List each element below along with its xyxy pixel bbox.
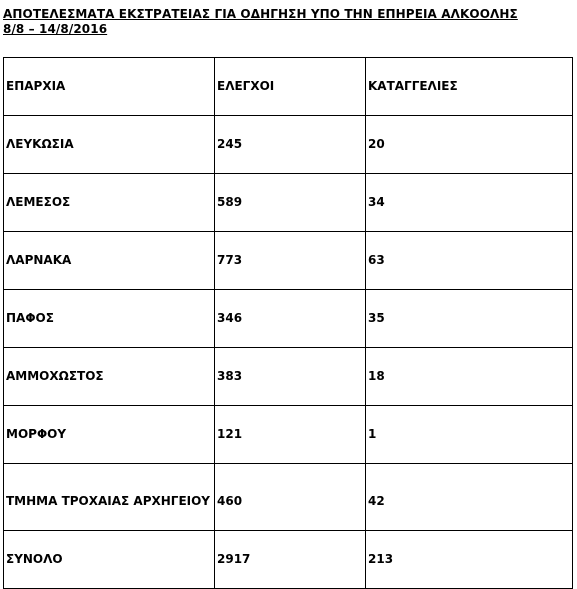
reports-cell: 1 [366,406,573,464]
reports-cell: 35 [366,290,573,348]
document-title [3,7,518,37]
header-reports: ΚΑΤΑΓΓΕΛΙΕΣ [366,58,573,116]
checks-cell: 245 [215,116,366,174]
checks-cell: 121 [215,406,366,464]
table-header-row [4,58,573,116]
reports-cell: 34 [366,174,573,232]
district-cell: ΠΑΦΟΣ [4,290,215,348]
title-line-1: ΑΠΟΤΕΛΕΣΜΑΤΑ ΕΚΣΤΡΑΤΕΙΑΣ ΓΙΑ ΟΔΗΓΗΣΗ ΥΠΟ ΤΗΝ ΕΠΗΡΕΙΑ ΑΛΚΟΟΛΗΣ [3,7,518,21]
total-label-cell: ΣΥΝΟΛΟ [4,531,215,589]
district-cell: ΤΜΗΜΑ ΤΡΟΧΑΙΑΣ ΑΡΧΗΓΕΙΟΥ [4,464,215,531]
results-table [3,57,573,589]
table-row [4,174,573,232]
checks-cell: 346 [215,290,366,348]
checks-cell: 383 [215,348,366,406]
reports-cell: 18 [366,348,573,406]
checks-cell: 589 [215,174,366,232]
total-reports-cell: 213 [366,531,573,589]
header-checks: ΕΛΕΓΧΟΙ [215,58,366,116]
district-cell: ΛΑΡΝΑΚΑ [4,232,215,290]
reports-cell: 20 [366,116,573,174]
reports-cell: 42 [366,464,573,531]
table-row [4,232,573,290]
table-total-row [4,531,573,589]
district-cell: ΜΟΡΦΟΥ [4,406,215,464]
table-row [4,348,573,406]
reports-cell: 63 [366,232,573,290]
header-district: ΕΠΑΡΧΙΑ [4,58,215,116]
checks-cell: 460 [215,464,366,531]
district-cell: ΛΕΜΕΣΟΣ [4,174,215,232]
table-row [4,464,573,531]
checks-cell: 773 [215,232,366,290]
total-checks-cell: 2917 [215,531,366,589]
table-row [4,290,573,348]
title-line-2: 8/8 – 14/8/2016 [3,22,108,36]
table-row [4,116,573,174]
district-cell: ΑΜΜΟΧΩΣΤΟΣ [4,348,215,406]
district-cell: ΛΕΥΚΩΣΙΑ [4,116,215,174]
table-row [4,406,573,464]
